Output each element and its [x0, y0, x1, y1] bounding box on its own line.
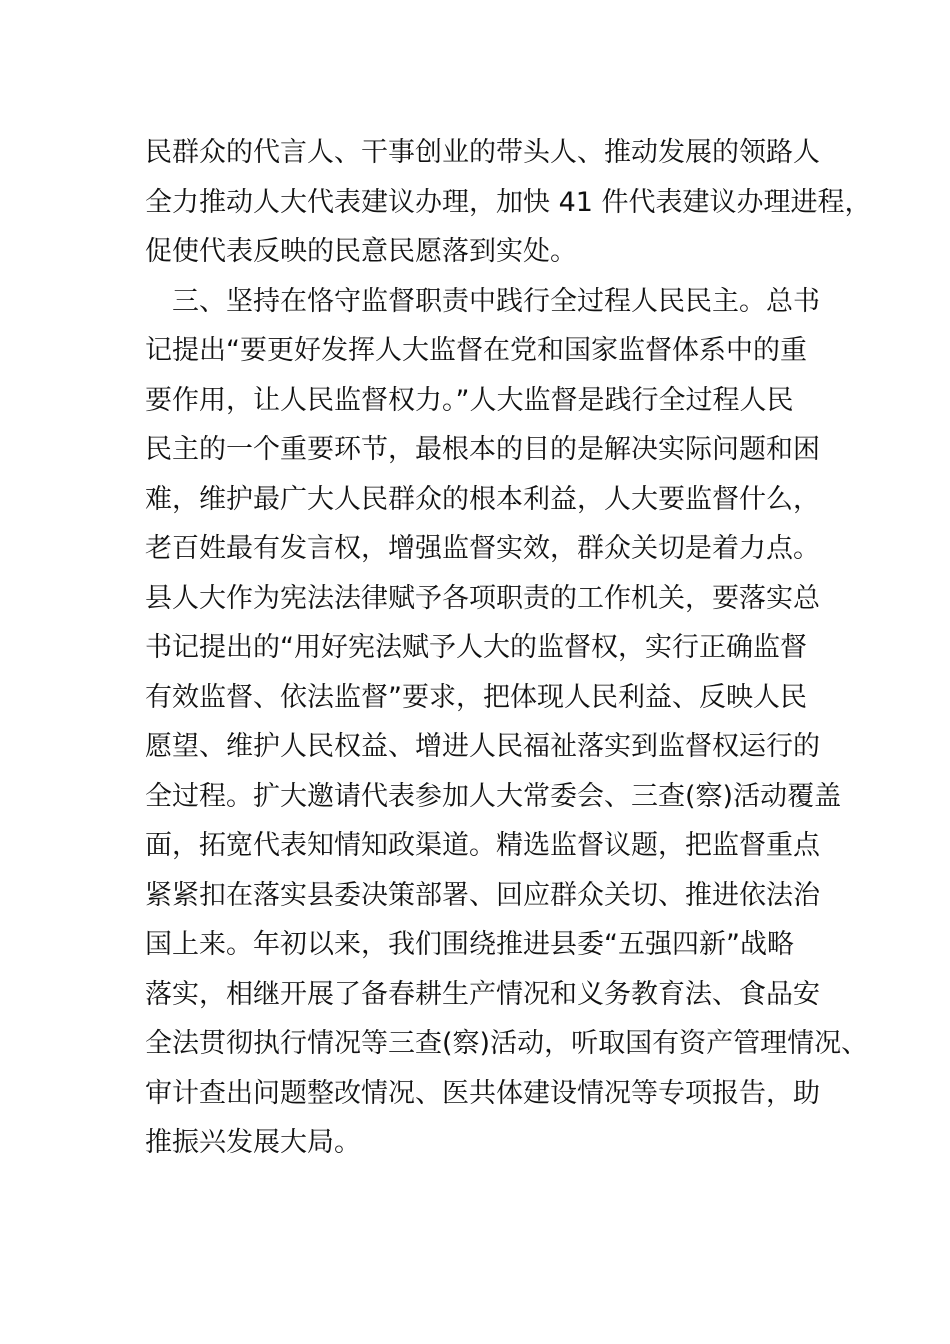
- text-line: 国上来。年初以来，我们围绕推进县委“五强四新”战略: [145, 929, 794, 960]
- text-line: 有效监督、依法监督”要求，把体现人民利益、反映人民: [145, 681, 807, 713]
- text-line: 三、坚持在恪守监督职责中践行全过程人民民主。总书: [145, 285, 820, 317]
- text-line: 全过程。扩大邀请代表参加人大常委会、三查(察)活动覆盖: [145, 780, 842, 812]
- text-line: 书记提出的“用好宪法赋予人大的监督权，实行正确监督: [145, 632, 807, 663]
- text-line: 愿望、维护人民权益、增进人民福祉落实到监督权运行的: [145, 731, 820, 762]
- text-line: 落实，相继开展了备春耕生产情况和义务教育法、食品安: [145, 978, 820, 1010]
- body-text: [145, 128, 872, 1168]
- text-line: 要作用，让人民监督权力。”人大监督是践行全过程人民: [145, 384, 794, 416]
- text-line: 记提出“要更好发挥人大监督在党和国家监督体系中的重: [145, 335, 807, 366]
- text-line: 紧紧扣在落实县委决策部署、回应群众关切、推进依法治: [145, 879, 820, 911]
- text-line: 民主的一个重要环节，最根本的目的是解决实际问题和困: [145, 434, 820, 465]
- text-line: 难，维护最广大人民群众的根本利益，人大要监督什么，: [145, 483, 820, 515]
- text-line: 促使代表反映的民意民愿落到实处。: [145, 236, 577, 267]
- text-line: 推振兴发展大局。: [145, 1127, 361, 1158]
- text-line: 县人大作为宪法法律赋予各项职责的工作机关，要落实总: [145, 582, 820, 614]
- text-line: 审计查出问题整改情况、医共体建设情况等专项报告，助: [145, 1077, 820, 1109]
- text-line: 面，拓宽代表知情知政渠道。精选监督议题，把监督重点: [145, 830, 820, 861]
- text-line: 全力推动人大代表建议办理，加快 41 件代表建议办理进程，: [145, 186, 872, 218]
- text-line: 全法贯彻执行情况等三查(察)活动，听取国有资产管理情况、: [145, 1028, 869, 1059]
- text-line: 民群众的代言人、干事创业的带头人、推动发展的领路人: [145, 137, 820, 168]
- text-line: 老百姓最有发言权，增强监督实效，群众关切是着力点。: [145, 533, 820, 564]
